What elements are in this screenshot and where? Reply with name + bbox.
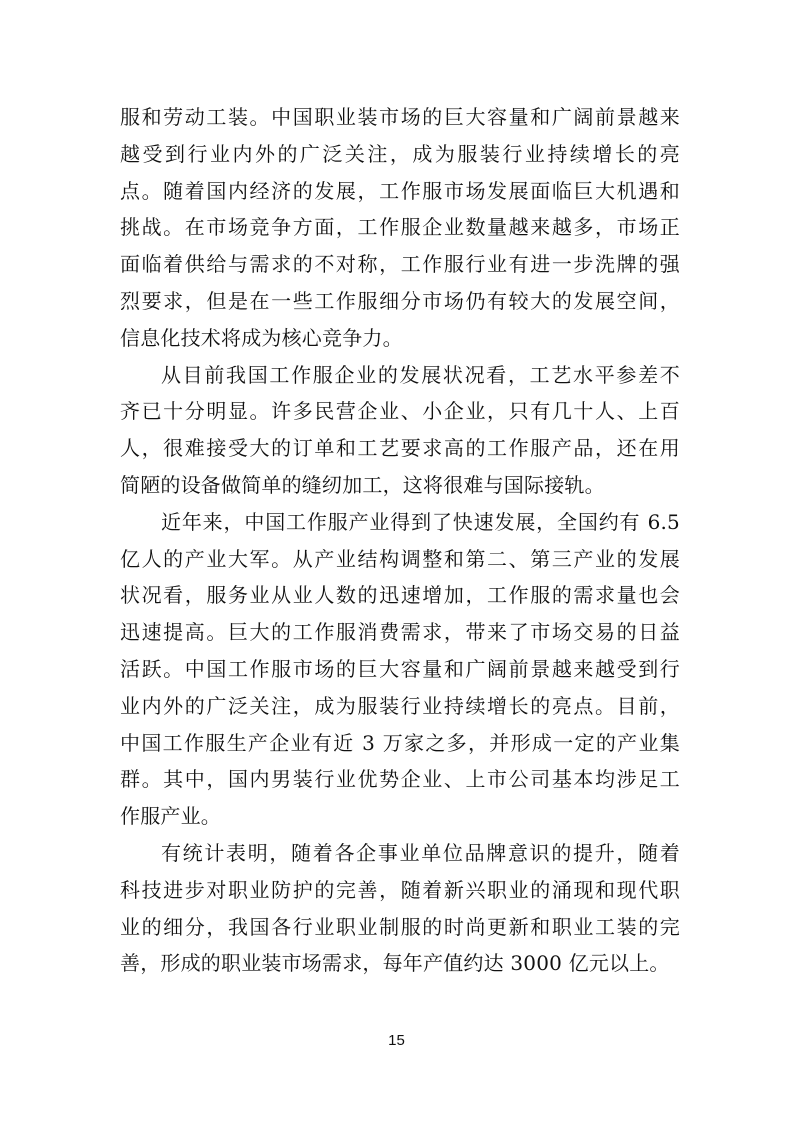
text-line: 简陋的设备做简单的缝纫加工，这将很难与国际接轨。 xyxy=(120,472,605,497)
text-line: 近年来，中国工作服产业得到了快速发展，全国约有 6.5 xyxy=(161,509,680,534)
text-line: 人，很难接受大的订单和工艺要求高的工作服产品，还在用 xyxy=(120,436,680,461)
text-line: 活跃。中国工作服市场的巨大容量和广阔前景越来越受到行 xyxy=(120,656,680,681)
text-line: 信息化技术将成为核心竞争力。 xyxy=(120,325,403,350)
paragraph xyxy=(120,99,680,357)
text-line: 从目前我国工作服企业的发展状况看，工艺水平参差不 xyxy=(161,362,680,387)
text-line: 面临着供给与需求的不对称，工作服行业有进一步洗牌的强 xyxy=(120,252,680,277)
text-line: 中国工作服生产企业有近 3 万家之多，并形成一定的产业集 xyxy=(120,730,680,755)
paragraph xyxy=(120,357,680,504)
text-line: 业的细分，我国各行业职业制服的时尚更新和职业工装的完 xyxy=(120,914,680,939)
text-line: 科技进步对职业防护的完善，随着新兴职业的涌现和现代职 xyxy=(120,877,680,902)
text-line: 有统计表明，随着各企事业单位品牌意识的提升，随着 xyxy=(161,840,680,865)
text-line: 越受到行业内外的广泛关注，成为服装行业持续增长的亮 xyxy=(120,141,680,166)
text-line: 齐已十分明显。许多民营企业、小企业，只有几十人、上百 xyxy=(120,399,680,424)
body-text xyxy=(120,99,680,982)
text-line: 业内外的广泛关注，成为服装行业持续增长的亮点。目前， xyxy=(120,693,680,718)
text-line: 服和劳动工装。中国职业装市场的巨大容量和广阔前景越来 xyxy=(120,105,680,129)
text-line: 挑战。在市场竞争方面，工作服企业数量越来越多，市场正 xyxy=(120,215,680,240)
page-number: 15 xyxy=(388,1032,405,1049)
text-line: 状况看，服务业从业人数的迅速增加，工作服的需求量也会 xyxy=(120,583,680,608)
paragraph xyxy=(120,835,680,982)
text-line: 迅速提高。巨大的工作服消费需求，带来了市场交易的日益 xyxy=(120,620,680,645)
text-line: 群。其中，国内男装行业优势企业、上市公司基本均涉足工 xyxy=(120,767,680,792)
text-line: 作服产业。 xyxy=(120,804,221,829)
paragraph xyxy=(120,504,680,835)
text-line: 点。随着国内经济的发展，工作服市场发展面临巨大机遇和 xyxy=(120,178,680,203)
text-line: 善，形成的职业装市场需求，每年产值约达 3000 亿元以上。 xyxy=(120,951,670,976)
text-line: 亿人的产业大军。从产业结构调整和第二、第三产业的发展 xyxy=(120,546,680,571)
text-line: 烈要求，但是在一些工作服细分市场仍有较大的发展空间， xyxy=(120,288,680,313)
